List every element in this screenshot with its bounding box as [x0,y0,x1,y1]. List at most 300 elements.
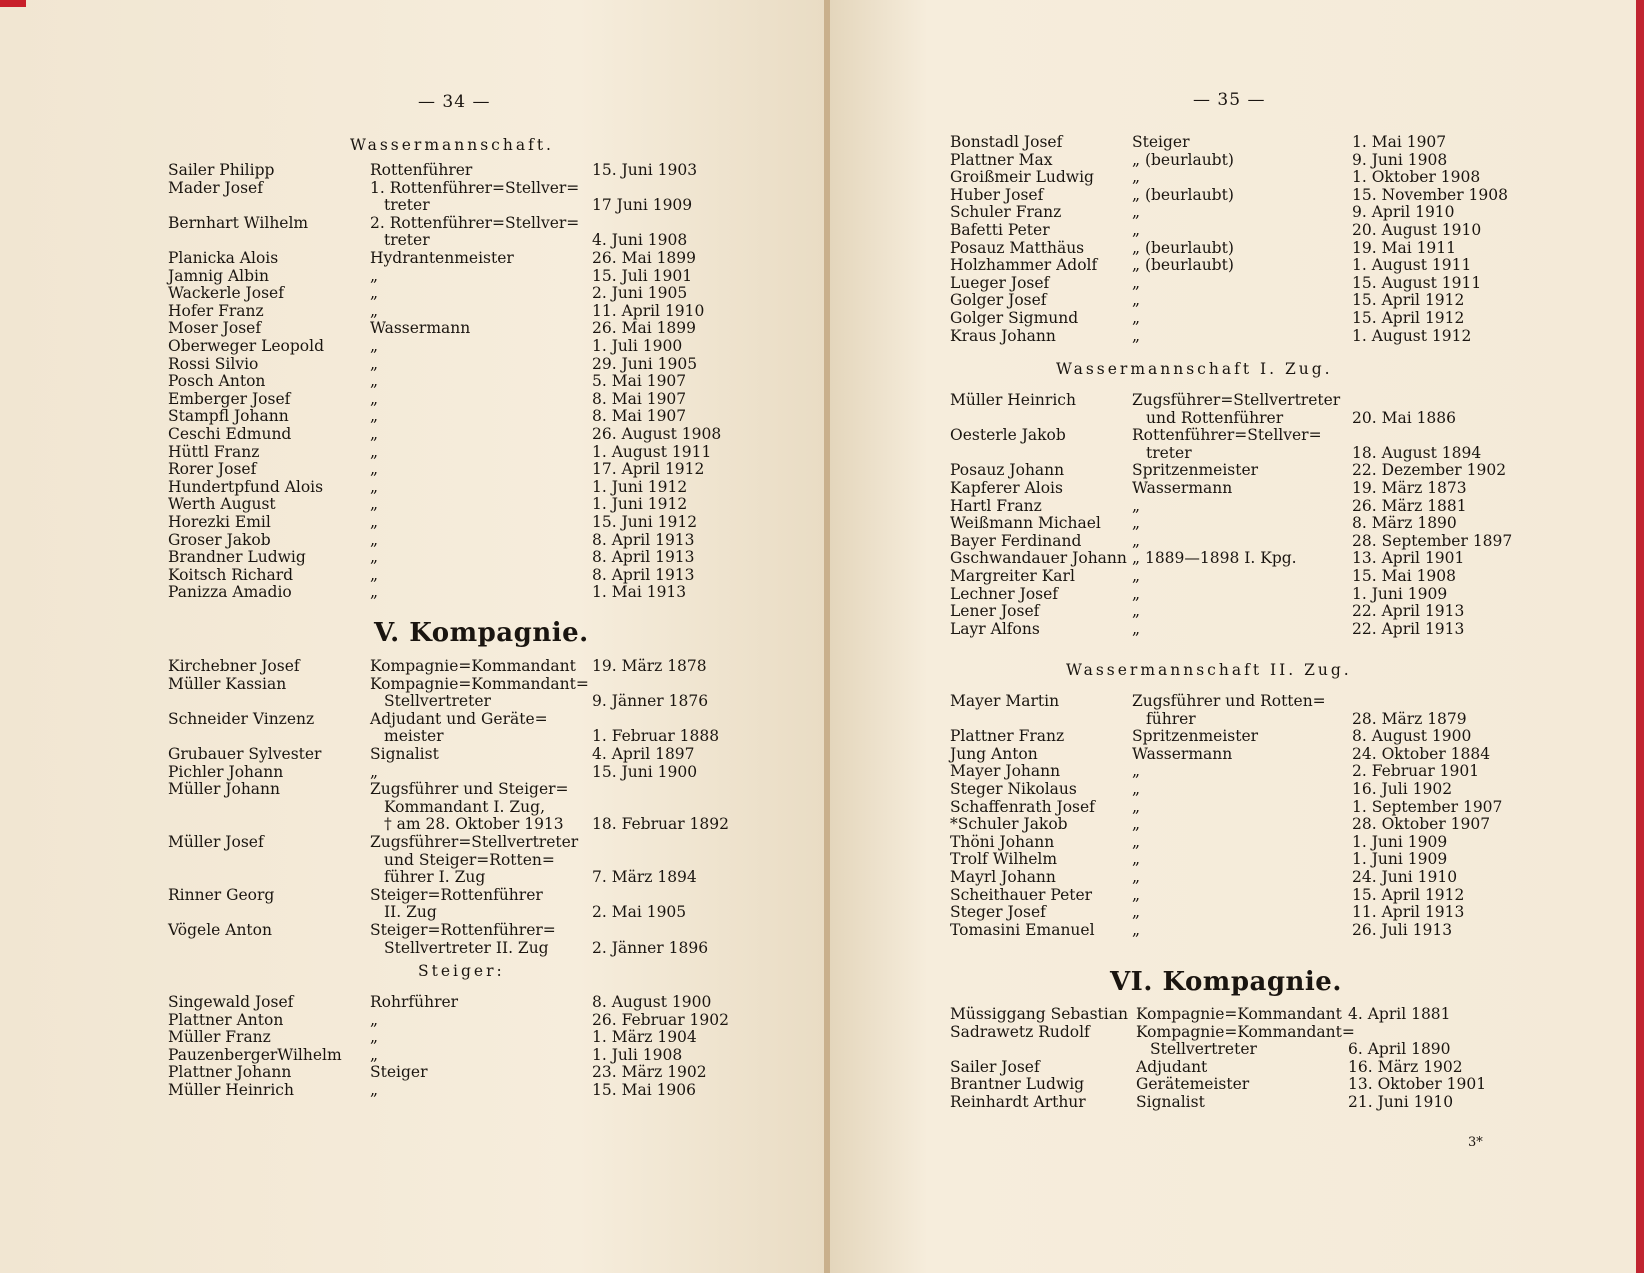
member-row [950,549,1612,567]
member-row [950,1023,1608,1058]
member-row [168,372,826,390]
member-name: Hundertpfund Alois [168,477,324,496]
member-row [168,355,826,373]
member-row [168,249,826,267]
member-row [950,479,1612,497]
member-date: 13. April 1901 [1352,549,1465,568]
member-row [168,179,826,214]
member-name: PauzenbergerWilhelm [168,1045,342,1064]
member-row [950,151,1612,169]
member-row [950,168,1612,186]
member-row [950,274,1612,292]
member-row [168,1028,826,1046]
member-name: Schneider Vinzenz [168,709,315,728]
member-name: Posch Anton [168,372,266,391]
member-date: 1. Juni 1909 [1352,832,1448,851]
member-name: Jung Anton [950,744,1038,763]
member-name: Kraus Johann [950,326,1056,345]
member-name: Holzhammer Adolf [950,256,1098,275]
member-date: 8. Mai 1907 [592,407,687,426]
company-heading: V. Kompagnie. [374,618,589,648]
member-name: Layr Alfons [950,619,1040,638]
member-rank: 2. Rottenführer=Stellver= [370,213,580,232]
member-row [950,186,1612,204]
member-name: Singewald Josef [168,993,294,1011]
member-date: 26. Februar 1902 [592,1010,729,1029]
member-date: 1. März 1904 [592,1028,697,1047]
member-date: 1. August 1911 [592,442,712,461]
member-row [168,710,826,745]
member-rank: „ [370,1081,379,1099]
member-date: 11. April 1913 [1352,903,1465,922]
member-date: 15. April 1912 [1352,885,1465,904]
member-row [950,833,1612,851]
member-row [168,460,826,478]
member-row [168,1063,826,1081]
member-rank: „ [1132,797,1141,816]
member-date: 21. Juni 1910 [1348,1093,1454,1111]
member-date: 15. Juni 1900 [592,762,698,781]
member-row [168,302,826,320]
member-rank: „ [370,389,379,408]
member-name: Mayrl Johann [950,868,1056,886]
member-name: Jamnig Albin [168,266,269,285]
member-date: 11. April 1910 [592,301,705,320]
member-rank: Kompagnie=Kommandant [1136,1005,1342,1023]
member-name: Grubauer Sylvester [168,745,322,763]
member-row [950,798,1612,816]
member-name: Ceschi Edmund [168,425,292,443]
member-name: Müller Franz [168,1028,271,1047]
member-rank: „ [370,407,379,426]
member-rank: treter [384,231,430,250]
member-rank: „ [1132,619,1141,638]
section-title: Steiger: [418,962,505,980]
member-date: 15. Mai 1906 [592,1081,697,1099]
member-name: Panizza Amadio [168,583,292,602]
member-row [950,133,1612,151]
member-row [168,161,826,179]
member-rank: Wassermann [1132,744,1233,763]
member-row [950,1058,1608,1076]
member-date: 26. Mai 1899 [592,319,697,338]
member-row [950,850,1612,868]
member-name: Wackerle Josef [168,284,284,303]
member-row [168,1046,826,1064]
member-name: Rorer Josef [168,460,257,479]
member-row [168,443,826,461]
member-name: Plattner Franz [950,727,1065,746]
member-rank: „ [1132,514,1141,533]
member-row [168,337,826,355]
member-row [168,390,826,408]
member-rank: „ [370,565,379,584]
member-date: 2. Mai 1905 [592,903,687,922]
member-name: Kapferer Alois [950,479,1063,497]
member-name: Tomasini Emanuel [950,920,1095,939]
member-name: Mader Josef [168,178,263,197]
member-date: 1. September 1907 [1352,797,1503,816]
member-name: *Schuler Jakob [950,815,1068,834]
member-name: Golger Josef [950,291,1047,310]
member-row [168,548,826,566]
company-heading: VI. Kompagnie. [1110,967,1342,997]
member-date: 1. Juni 1909 [1352,850,1448,869]
member-date: 15. Juli 1901 [592,266,693,285]
member-name: Lener Josef [950,602,1040,621]
member-rank: „ [370,460,379,479]
member-row [168,657,826,675]
member-rank: Adjudant [1136,1057,1208,1076]
member-rank: und Steiger=Rotten= [384,850,555,869]
member-rank: „ [1132,584,1141,603]
member-name: Golger Sigmund [950,309,1079,327]
member-rank: führer [1146,709,1196,728]
member-name: Oberweger Leopold [168,337,325,355]
member-row [950,727,1612,745]
member-rank: „ [370,513,379,531]
member-rank: Zugsführer=Stellvertreter [1132,391,1341,409]
member-name: Mayer Martin [950,692,1060,710]
member-row [950,780,1612,798]
member-name: Lueger Josef [950,273,1050,292]
member-name: Trolf Wilhelm [950,850,1058,869]
member-row [168,763,826,781]
member-rank: führer I. Zug [384,868,486,887]
member-name: Sailer Philipp [168,161,275,179]
member-date: 1. Juni 1912 [592,477,688,496]
member-rank: „ [1132,885,1141,904]
member-date: 26. Mai 1899 [592,249,697,267]
member-rank: Wassermann [1132,479,1233,497]
member-name: Horezki Emil [168,513,271,531]
member-row [168,886,826,921]
member-row [950,1075,1608,1093]
member-date: 4. Juni 1908 [592,231,688,250]
member-rank: Stellvertreter II. Zug [384,938,549,957]
member-name: Sailer Josef [950,1057,1040,1076]
member-rank: „ [370,266,379,285]
member-rank: „ [1132,496,1141,515]
member-date: 26. Juli 1913 [1352,920,1453,939]
member-row [950,602,1612,620]
member-date: 15. April 1912 [1352,291,1465,310]
member-rank: „ [370,372,379,391]
member-name: Müller Heinrich [168,1081,294,1099]
member-date: 13. Oktober 1901 [1348,1075,1487,1094]
red-corner-mark [0,0,26,7]
member-rank: „ [1132,920,1141,939]
member-name: Hartl Franz [950,496,1042,515]
member-rank: „ [1132,602,1141,621]
member-date: 16. März 1902 [1348,1057,1463,1076]
page-number: — 35 — [1193,90,1266,110]
member-row [950,391,1612,426]
member-rank: „ [1132,832,1141,851]
member-rank: „ [370,583,379,602]
member-date: 15. August 1911 [1352,273,1482,292]
member-date: 20. Mai 1886 [1352,408,1457,427]
member-rank: „ [370,495,379,514]
member-name: Mayer Johann [950,762,1061,781]
member-name: Emberger Josef [168,389,291,408]
member-name: Steger Nikolaus [950,780,1077,798]
member-rank: Zugsführer und Steiger= [370,780,569,799]
member-date: 20. August 1910 [1352,221,1482,239]
member-name: Plattner Max [950,150,1053,169]
member-rank: „ [1132,291,1141,310]
member-date: 19. Mai 1911 [1352,238,1457,257]
member-rank: Stellvertreter [384,692,491,711]
member-rank: „ [1132,203,1141,222]
member-name: Lechner Josef [950,584,1059,603]
member-rank: „ [370,354,379,373]
member-date: 2. Juni 1905 [592,284,688,303]
member-name: Kirchebner Josef [168,657,300,675]
member-row [168,675,826,710]
member-name: Müssiggang Sebastian [950,1005,1128,1023]
member-rank: und Rottenführer [1146,408,1284,427]
member-name: Rinner Georg [168,885,275,904]
member-name: Stampfl Johann [168,407,289,426]
member-row [950,585,1612,603]
member-date: 28. September 1897 [1352,531,1513,550]
member-rank: Signalist [1136,1093,1205,1111]
member-rank: Adjudant und Geräte= [370,709,548,728]
member-name: Bernhart Wilhelm [168,213,309,232]
member-row [950,239,1612,257]
member-name: Thöni Johann [950,832,1055,851]
member-rank: „ [370,337,379,355]
member-rank: Steiger [370,1063,428,1082]
member-row [168,566,826,584]
member-row [168,478,826,496]
member-date: 22. April 1913 [1352,619,1465,638]
member-row [950,745,1612,763]
member-row [950,309,1612,327]
member-date: 8. April 1913 [592,548,695,567]
member-rank: Zugsführer und Rotten= [1132,692,1326,710]
member-date: 8. August 1900 [1352,727,1472,746]
member-date: 5. Mai 1907 [592,372,687,391]
member-rank: „ [1132,273,1141,292]
member-name: Müller Heinrich [950,391,1076,409]
member-date: 17. April 1912 [592,460,705,479]
member-row [168,833,826,886]
member-rank: „ [370,425,379,443]
member-rank: Zugsführer=Stellvertreter [370,833,579,851]
member-rank: „ [1132,326,1141,345]
member-row [950,1093,1608,1111]
member-date: 1. Februar 1888 [592,727,720,746]
member-row [168,921,826,956]
member-date: 9. Jänner 1876 [592,692,709,711]
member-name: Vögele Anton [168,921,272,939]
member-date: 16. Juli 1902 [1352,780,1453,798]
member-date: 8. April 1913 [592,565,695,584]
member-rank: „ [370,1010,379,1029]
section-title: Wassermannschaft. [350,136,554,154]
member-name: Posauz Matthäus [950,238,1085,257]
member-name: Hüttl Franz [168,442,260,461]
member-rank: „ [370,284,379,303]
member-rank: „ [370,301,379,320]
member-rank: treter [384,196,430,215]
member-name: Huber Josef [950,185,1044,204]
member-date: 4. April 1897 [592,745,695,763]
member-rank: Rottenführer=Stellver= [1132,426,1322,445]
member-date: 6. April 1890 [1348,1040,1451,1059]
member-date: 1. Juni 1912 [592,495,688,514]
member-rank: „ [1132,903,1141,922]
member-date: 28. Oktober 1907 [1352,815,1491,834]
member-row [168,267,826,285]
member-rank: Signalist [370,745,439,763]
member-rank: Rohrführer [370,993,459,1011]
member-row [950,567,1612,585]
member-rank: Wassermann [370,319,471,338]
member-date: 1. Mai 1907 [1352,133,1447,151]
member-row [950,327,1612,345]
member-rank: „ [1132,762,1141,781]
member-name: Schaffenrath Josef [950,797,1095,816]
member-row [168,495,826,513]
member-row [950,868,1612,886]
member-date: 15. November 1908 [1352,185,1508,204]
member-name: Gschwandauer Johann [950,549,1127,568]
member-date: 17 Juni 1909 [592,196,693,215]
member-date: 9. April 1910 [1352,203,1455,222]
member-date: 28. März 1879 [1352,709,1467,728]
member-name: Rossi Silvio [168,354,259,373]
member-date: 8. März 1890 [1352,514,1457,533]
member-rank: „ [370,762,379,781]
member-row [168,425,826,443]
member-row [168,284,826,302]
member-row [950,886,1612,904]
member-rank: „ [1132,868,1141,886]
member-rank: „ [1132,168,1141,187]
member-name: Reinhardt Arthur [950,1093,1086,1111]
member-name: Pichler Johann [168,762,284,781]
member-row [950,903,1612,921]
member-date: 26. März 1881 [1352,496,1467,515]
member-date: 26. August 1908 [592,425,722,443]
member-name: Koitsch Richard [168,565,294,584]
member-rank: Kommandant I. Zug, [384,797,545,816]
member-row [950,514,1612,532]
member-date: 1. August 1911 [1352,256,1472,275]
member-date: 24. Oktober 1884 [1352,744,1491,763]
section-title: Wassermannschaft I. Zug. [1056,360,1333,378]
member-rank: Steiger [1132,133,1190,151]
member-rank: „ [370,530,379,549]
member-name: Brandner Ludwig [168,548,306,567]
member-rank: Kompagnie=Kommandant= [370,674,589,693]
member-rank: 1. Rottenführer=Stellver= [370,178,580,197]
member-rank: „ [370,1028,379,1047]
member-date: 15. Mai 1908 [1352,567,1457,585]
member-name: Moser Josef [168,319,262,338]
member-row [168,745,826,763]
member-rank: „ [370,548,379,567]
member-date: 19. März 1873 [1352,479,1467,497]
member-name: Bonstadl Josef [950,133,1063,151]
member-name: Plattner Johann [168,1063,292,1082]
member-rank: Spritzenmeister [1132,727,1259,746]
member-date: 1. Juli 1908 [592,1045,683,1064]
member-rank: „ (beurlaubt) [1132,238,1234,257]
member-date: 7. März 1894 [592,868,697,887]
member-row [950,291,1612,309]
member-name: Bafetti Peter [950,221,1050,239]
member-rank: „ (beurlaubt) [1132,185,1234,204]
member-row [950,620,1612,638]
member-row [168,214,826,249]
member-date: 22. Dezember 1902 [1352,461,1507,480]
member-date: 22. April 1913 [1352,602,1465,621]
member-rank: „ [1132,850,1141,869]
member-name: Werth August [168,495,276,514]
member-row [950,221,1612,239]
member-row [168,319,826,337]
member-name: Sadrawetz Rudolf [950,1022,1090,1041]
member-row [168,513,826,531]
member-date: 9. Juni 1908 [1352,150,1448,169]
member-rank: Kompagnie=Kommandant= [1136,1022,1355,1041]
member-date: 19. März 1878 [592,657,707,675]
member-row [168,1081,826,1099]
member-name: Oesterle Jakob [950,426,1066,445]
member-date: 1. Juli 1900 [592,337,683,355]
member-name: Margreiter Karl [950,567,1075,585]
member-row [168,780,826,833]
member-row [950,815,1612,833]
member-row [168,1011,826,1029]
member-date: 18. August 1894 [1352,443,1482,462]
member-row [168,407,826,425]
member-row [950,692,1612,727]
member-rank: Stellvertreter [1150,1040,1257,1059]
member-date: 24. Juni 1910 [1352,868,1458,886]
member-name: Groser Jakob [168,530,271,549]
member-name: Müller Josef [168,833,264,851]
section-title: Wassermannschaft II. Zug. [1066,661,1352,679]
member-date: 1. Oktober 1908 [1352,168,1481,187]
member-rank: II. Zug [384,903,437,922]
member-name: Posauz Johann [950,461,1065,480]
member-row [950,203,1612,221]
member-rank: „ (beurlaubt) [1132,150,1234,169]
page-right [830,0,1644,1273]
member-date: 1. Mai 1913 [592,583,687,602]
member-rank: † am 28. Oktober 1913 [384,815,564,834]
member-rank: „ [1132,780,1141,798]
member-row [950,762,1612,780]
member-row [950,532,1612,550]
member-row [950,921,1612,939]
member-date: 8. April 1913 [592,530,695,549]
member-date: 29. Juni 1905 [592,354,698,373]
member-row [950,256,1612,274]
member-rank: Rottenführer [370,161,473,179]
member-row [950,426,1612,461]
member-name: Bayer Ferdinand [950,531,1082,550]
member-rank: Steiger=Rottenführer= [370,921,556,939]
member-name: Schuler Franz [950,203,1062,222]
member-date: 2. Jänner 1896 [592,938,709,957]
member-date: 15. Juni 1903 [592,161,698,179]
